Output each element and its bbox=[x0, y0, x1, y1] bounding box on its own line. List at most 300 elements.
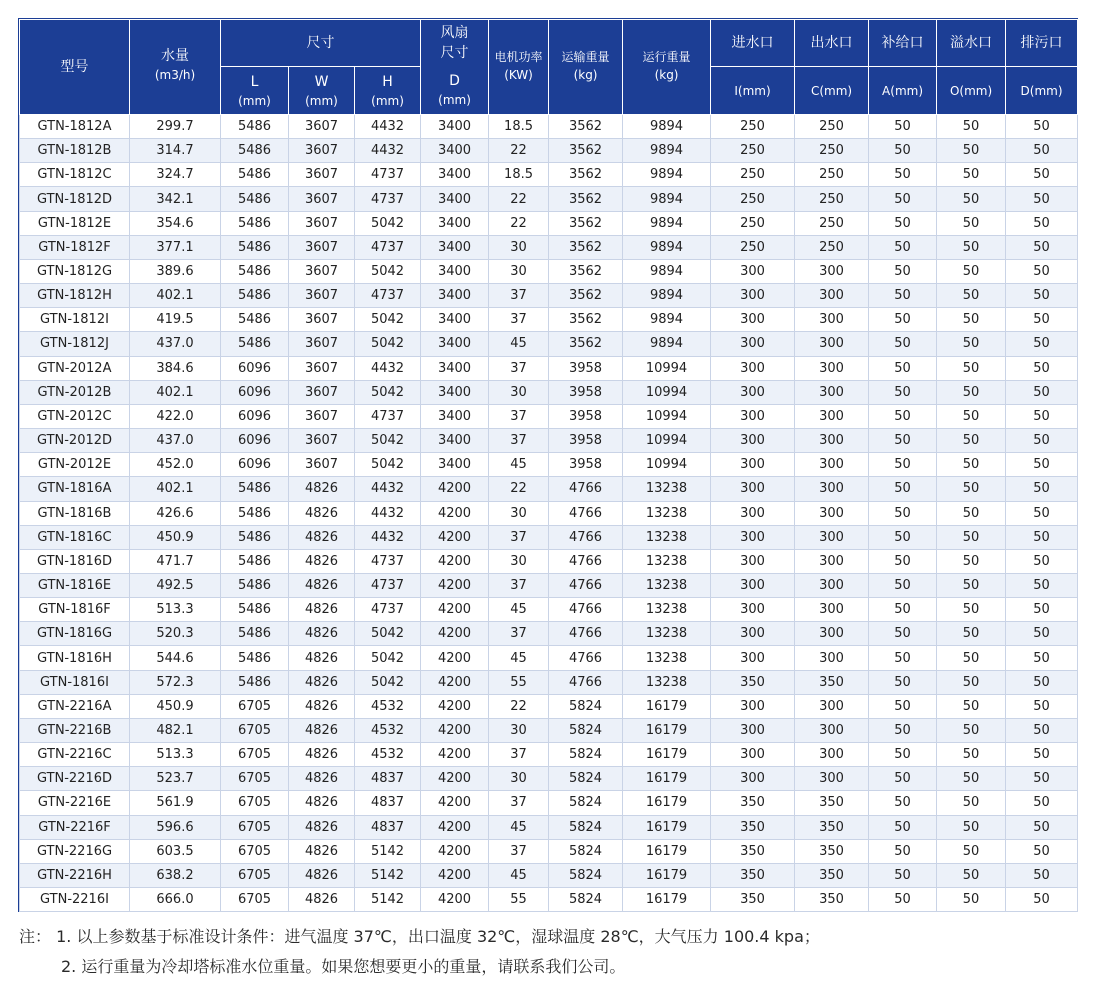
table-cell: 4532 bbox=[355, 718, 421, 742]
table-cell: 18.5 bbox=[489, 163, 549, 187]
table-row bbox=[20, 598, 1078, 622]
table-cell: 350 bbox=[795, 670, 869, 694]
table-cell: 3607 bbox=[289, 380, 355, 404]
header-makeup-unit: A(mm) bbox=[869, 67, 937, 115]
table-cell: 300 bbox=[795, 501, 869, 525]
table-cell: 300 bbox=[795, 743, 869, 767]
table-cell: 3400 bbox=[421, 404, 489, 428]
table-cell: 6705 bbox=[221, 718, 289, 742]
table-cell: 13238 bbox=[623, 549, 711, 573]
table-cell: 4826 bbox=[289, 646, 355, 670]
model-cell: GTN-2012B bbox=[20, 380, 130, 404]
model-cell: GTN-1812D bbox=[20, 187, 130, 211]
table-row bbox=[20, 549, 1078, 573]
table-cell: 9894 bbox=[623, 139, 711, 163]
table-cell: 50 bbox=[1006, 622, 1078, 646]
table-cell: 13238 bbox=[623, 573, 711, 597]
table-cell: 300 bbox=[795, 429, 869, 453]
table-cell: 4737 bbox=[355, 284, 421, 308]
table-cell: 50 bbox=[869, 646, 937, 670]
table-cell: 55 bbox=[489, 670, 549, 694]
table-cell: 300 bbox=[711, 308, 795, 332]
table-cell: 513.3 bbox=[130, 598, 221, 622]
table-cell: 18.5 bbox=[489, 115, 549, 139]
table-cell: 50 bbox=[869, 404, 937, 428]
table-cell: 5824 bbox=[549, 791, 623, 815]
table-row bbox=[20, 139, 1078, 163]
table-cell: 6096 bbox=[221, 453, 289, 477]
table-cell: 6705 bbox=[221, 839, 289, 863]
table-cell: 350 bbox=[711, 815, 795, 839]
table-cell: 250 bbox=[711, 211, 795, 235]
table-row bbox=[20, 694, 1078, 718]
table-cell: 3400 bbox=[421, 332, 489, 356]
table-cell: 300 bbox=[711, 646, 795, 670]
table-cell: 300 bbox=[711, 332, 795, 356]
table-cell: 350 bbox=[711, 670, 795, 694]
table-cell: 10994 bbox=[623, 380, 711, 404]
table-row bbox=[20, 718, 1078, 742]
model-cell: GTN-1816F bbox=[20, 598, 130, 622]
table-cell: 300 bbox=[795, 356, 869, 380]
table-cell: 37 bbox=[489, 622, 549, 646]
table-cell: 50 bbox=[869, 332, 937, 356]
table-cell: 30 bbox=[489, 767, 549, 791]
table-cell: 6705 bbox=[221, 743, 289, 767]
table-cell: 50 bbox=[869, 573, 937, 597]
model-cell: GTN-1816A bbox=[20, 477, 130, 501]
table-cell: 50 bbox=[1006, 284, 1078, 308]
table-row bbox=[20, 115, 1078, 139]
table-cell: 50 bbox=[937, 187, 1006, 211]
table-cell: 9894 bbox=[623, 259, 711, 283]
table-cell: 50 bbox=[869, 863, 937, 887]
table-cell: 4737 bbox=[355, 549, 421, 573]
table-cell: 37 bbox=[489, 743, 549, 767]
table-cell: 50 bbox=[1006, 211, 1078, 235]
table-cell: 3562 bbox=[549, 284, 623, 308]
table-cell: 50 bbox=[1006, 163, 1078, 187]
table-cell: 3607 bbox=[289, 332, 355, 356]
table-cell: 50 bbox=[937, 404, 1006, 428]
table-cell: 5042 bbox=[355, 308, 421, 332]
table-cell: 250 bbox=[795, 235, 869, 259]
table-cell: 250 bbox=[795, 187, 869, 211]
table-cell: 16179 bbox=[623, 718, 711, 742]
model-cell: GTN-1812A bbox=[20, 115, 130, 139]
header-inlet-unit: I(mm) bbox=[711, 67, 795, 115]
table-cell: 300 bbox=[795, 598, 869, 622]
model-cell: GTN-1812H bbox=[20, 284, 130, 308]
table-cell: 9894 bbox=[623, 211, 711, 235]
table-cell: 16179 bbox=[623, 888, 711, 912]
table-cell: 50 bbox=[1006, 815, 1078, 839]
table-cell: 5042 bbox=[355, 646, 421, 670]
model-cell: GTN-1812I bbox=[20, 308, 130, 332]
table-cell: 300 bbox=[795, 284, 869, 308]
table-cell: 50 bbox=[937, 863, 1006, 887]
table-cell: 437.0 bbox=[130, 429, 221, 453]
table-cell: 419.5 bbox=[130, 308, 221, 332]
table-cell: 5486 bbox=[221, 259, 289, 283]
header-flow: 水量 (m3/h) bbox=[130, 20, 221, 115]
model-cell: GTN-1812G bbox=[20, 259, 130, 283]
table-cell: 300 bbox=[795, 332, 869, 356]
table-cell: 3562 bbox=[549, 163, 623, 187]
table-cell: 300 bbox=[795, 767, 869, 791]
table-cell: 9894 bbox=[623, 308, 711, 332]
table-cell: 3607 bbox=[289, 235, 355, 259]
table-cell: 4200 bbox=[421, 525, 489, 549]
table-cell: 50 bbox=[937, 453, 1006, 477]
table-cell: 37 bbox=[489, 525, 549, 549]
table-cell: 50 bbox=[1006, 259, 1078, 283]
table-cell: 37 bbox=[489, 284, 549, 308]
table-cell: 50 bbox=[937, 235, 1006, 259]
table-cell: 50 bbox=[1006, 646, 1078, 670]
table-cell: 50 bbox=[869, 259, 937, 283]
table-cell: 5042 bbox=[355, 211, 421, 235]
table-cell: 50 bbox=[1006, 501, 1078, 525]
table-cell: 50 bbox=[869, 549, 937, 573]
table-cell: 37 bbox=[489, 429, 549, 453]
table-cell: 300 bbox=[795, 308, 869, 332]
table-cell: 4200 bbox=[421, 791, 489, 815]
table-cell: 4200 bbox=[421, 888, 489, 912]
table-cell: 50 bbox=[869, 380, 937, 404]
table-cell: 50 bbox=[937, 743, 1006, 767]
table-cell: 4766 bbox=[549, 501, 623, 525]
header-run-weight: 运行重量 (kg) bbox=[623, 20, 711, 115]
model-cell: GTN-1812F bbox=[20, 235, 130, 259]
table-row bbox=[20, 839, 1078, 863]
table-cell: 50 bbox=[1006, 694, 1078, 718]
table-cell: 50 bbox=[869, 622, 937, 646]
table-cell: 55 bbox=[489, 888, 549, 912]
header-H: H (mm) bbox=[355, 67, 421, 115]
table-cell: 50 bbox=[1006, 791, 1078, 815]
table-cell: 45 bbox=[489, 453, 549, 477]
table-cell: 523.7 bbox=[130, 767, 221, 791]
model-cell: GTN-1816G bbox=[20, 622, 130, 646]
table-cell: 4826 bbox=[289, 888, 355, 912]
table-cell: 50 bbox=[1006, 839, 1078, 863]
table-cell: 50 bbox=[869, 525, 937, 549]
table-cell: 5486 bbox=[221, 139, 289, 163]
table-cell: 482.1 bbox=[130, 718, 221, 742]
table-cell: 50 bbox=[937, 284, 1006, 308]
table-cell: 5824 bbox=[549, 888, 623, 912]
table-cell: 5486 bbox=[221, 573, 289, 597]
table-cell: 50 bbox=[937, 115, 1006, 139]
table-cell: 4200 bbox=[421, 598, 489, 622]
table-cell: 6705 bbox=[221, 863, 289, 887]
table-cell: 300 bbox=[795, 694, 869, 718]
table-cell: 50 bbox=[869, 477, 937, 501]
table-cell: 3400 bbox=[421, 187, 489, 211]
table-row bbox=[20, 791, 1078, 815]
table-cell: 4200 bbox=[421, 670, 489, 694]
table-cell: 9894 bbox=[623, 284, 711, 308]
table-cell: 5486 bbox=[221, 235, 289, 259]
table-cell: 300 bbox=[711, 743, 795, 767]
table-cell: 666.0 bbox=[130, 888, 221, 912]
table-cell: 5824 bbox=[549, 839, 623, 863]
table-cell: 50 bbox=[869, 163, 937, 187]
table-cell: 300 bbox=[711, 598, 795, 622]
table-cell: 300 bbox=[711, 549, 795, 573]
table-cell: 314.7 bbox=[130, 139, 221, 163]
table-cell: 37 bbox=[489, 308, 549, 332]
table-cell: 300 bbox=[711, 477, 795, 501]
table-cell: 45 bbox=[489, 598, 549, 622]
table-row bbox=[20, 380, 1078, 404]
table-row bbox=[20, 211, 1078, 235]
model-cell: GTN-1812J bbox=[20, 332, 130, 356]
table-cell: 5486 bbox=[221, 622, 289, 646]
table-cell: 3607 bbox=[289, 453, 355, 477]
model-cell: GTN-2012C bbox=[20, 404, 130, 428]
table-row bbox=[20, 259, 1078, 283]
table-cell: 50 bbox=[1006, 235, 1078, 259]
table-cell: 422.0 bbox=[130, 404, 221, 428]
table-cell: 300 bbox=[711, 573, 795, 597]
table-cell: 299.7 bbox=[130, 115, 221, 139]
table-cell: 300 bbox=[711, 429, 795, 453]
table-cell: 4200 bbox=[421, 863, 489, 887]
table-cell: 50 bbox=[869, 670, 937, 694]
table-cell: 50 bbox=[937, 694, 1006, 718]
table-row bbox=[20, 646, 1078, 670]
table-cell: 50 bbox=[869, 743, 937, 767]
table-cell: 50 bbox=[937, 356, 1006, 380]
table-cell: 50 bbox=[937, 139, 1006, 163]
table-cell: 4766 bbox=[549, 573, 623, 597]
table-cell: 300 bbox=[711, 284, 795, 308]
table-cell: 354.6 bbox=[130, 211, 221, 235]
table-cell: 9894 bbox=[623, 332, 711, 356]
table-cell: 6705 bbox=[221, 767, 289, 791]
header-ship-weight: 运输重量 (kg) bbox=[549, 20, 623, 115]
table-cell: 13238 bbox=[623, 501, 711, 525]
table-cell: 452.0 bbox=[130, 453, 221, 477]
table-body bbox=[20, 115, 1078, 912]
model-cell: GTN-1816E bbox=[20, 573, 130, 597]
table-cell: 22 bbox=[489, 139, 549, 163]
table-cell: 4200 bbox=[421, 549, 489, 573]
table-cell: 300 bbox=[711, 622, 795, 646]
table-cell: 37 bbox=[489, 791, 549, 815]
table-row bbox=[20, 332, 1078, 356]
table-cell: 4826 bbox=[289, 767, 355, 791]
table-cell: 50 bbox=[937, 380, 1006, 404]
table-cell: 3562 bbox=[549, 187, 623, 211]
table-cell: 4432 bbox=[355, 477, 421, 501]
table-cell: 50 bbox=[869, 767, 937, 791]
table-cell: 6705 bbox=[221, 815, 289, 839]
header-model: 型号 bbox=[20, 20, 130, 115]
table-cell: 50 bbox=[1006, 380, 1078, 404]
table-cell: 4766 bbox=[549, 646, 623, 670]
table-cell: 3400 bbox=[421, 139, 489, 163]
table-cell: 16179 bbox=[623, 694, 711, 718]
table-cell: 4432 bbox=[355, 356, 421, 380]
table-cell: 50 bbox=[869, 791, 937, 815]
table-cell: 250 bbox=[795, 211, 869, 235]
table-cell: 50 bbox=[869, 888, 937, 912]
table-row bbox=[20, 235, 1078, 259]
table-cell: 4737 bbox=[355, 235, 421, 259]
table-cell: 4826 bbox=[289, 598, 355, 622]
table-cell: 3400 bbox=[421, 453, 489, 477]
table-cell: 4837 bbox=[355, 791, 421, 815]
table-row bbox=[20, 573, 1078, 597]
table-cell: 3562 bbox=[549, 332, 623, 356]
table-cell: 50 bbox=[937, 598, 1006, 622]
header-fan-D: D (mm) bbox=[421, 67, 489, 115]
table-cell: 37 bbox=[489, 404, 549, 428]
table-cell: 50 bbox=[937, 549, 1006, 573]
table-cell: 50 bbox=[1006, 718, 1078, 742]
table-cell: 22 bbox=[489, 694, 549, 718]
table-row bbox=[20, 815, 1078, 839]
table-cell: 50 bbox=[869, 598, 937, 622]
table-cell: 3607 bbox=[289, 163, 355, 187]
table-cell: 4200 bbox=[421, 718, 489, 742]
model-cell: GTN-1816D bbox=[20, 549, 130, 573]
table-cell: 513.3 bbox=[130, 743, 221, 767]
table-cell: 3400 bbox=[421, 308, 489, 332]
table-cell: 4826 bbox=[289, 863, 355, 887]
table-cell: 3958 bbox=[549, 356, 623, 380]
header-fan: 风扇 尺寸 bbox=[421, 20, 489, 67]
header-drain-unit: D(mm) bbox=[1006, 67, 1078, 115]
table-cell: 4766 bbox=[549, 549, 623, 573]
table-row bbox=[20, 501, 1078, 525]
table-cell: 30 bbox=[489, 380, 549, 404]
table-cell: 4766 bbox=[549, 670, 623, 694]
table-cell: 437.0 bbox=[130, 332, 221, 356]
table-cell: 4737 bbox=[355, 163, 421, 187]
table-row bbox=[20, 284, 1078, 308]
table-cell: 4826 bbox=[289, 501, 355, 525]
model-cell: GTN-2216H bbox=[20, 863, 130, 887]
table-cell: 350 bbox=[795, 815, 869, 839]
table-cell: 13238 bbox=[623, 525, 711, 549]
table-cell: 50 bbox=[869, 235, 937, 259]
table-cell: 5042 bbox=[355, 332, 421, 356]
table-cell: 50 bbox=[937, 791, 1006, 815]
table-cell: 4200 bbox=[421, 815, 489, 839]
table-cell: 4432 bbox=[355, 115, 421, 139]
table-row bbox=[20, 767, 1078, 791]
table-cell: 389.6 bbox=[130, 259, 221, 283]
table-row bbox=[20, 187, 1078, 211]
table-cell: 50 bbox=[937, 308, 1006, 332]
table-cell: 50 bbox=[1006, 139, 1078, 163]
table-cell: 300 bbox=[795, 573, 869, 597]
table-cell: 5824 bbox=[549, 767, 623, 791]
table-cell: 50 bbox=[869, 187, 937, 211]
table-cell: 50 bbox=[1006, 598, 1078, 622]
table-cell: 9894 bbox=[623, 235, 711, 259]
table-cell: 9894 bbox=[623, 163, 711, 187]
table-cell: 4766 bbox=[549, 622, 623, 646]
table-cell: 492.5 bbox=[130, 573, 221, 597]
table-cell: 300 bbox=[795, 622, 869, 646]
table-cell: 300 bbox=[711, 453, 795, 477]
table-cell: 50 bbox=[1006, 767, 1078, 791]
table-cell: 4826 bbox=[289, 670, 355, 694]
table-cell: 3562 bbox=[549, 139, 623, 163]
table-cell: 50 bbox=[937, 429, 1006, 453]
model-cell: GTN-2216E bbox=[20, 791, 130, 815]
model-cell: GTN-2216G bbox=[20, 839, 130, 863]
table-cell: 377.1 bbox=[130, 235, 221, 259]
table-cell: 50 bbox=[937, 718, 1006, 742]
table-cell: 4826 bbox=[289, 743, 355, 767]
table-cell: 4200 bbox=[421, 646, 489, 670]
header-inlet: 进水口 bbox=[711, 20, 795, 67]
table-cell: 250 bbox=[711, 139, 795, 163]
table-cell: 13238 bbox=[623, 646, 711, 670]
table-cell: 5486 bbox=[221, 332, 289, 356]
table-row bbox=[20, 743, 1078, 767]
table-cell: 3607 bbox=[289, 284, 355, 308]
table-cell: 50 bbox=[869, 718, 937, 742]
table-cell: 3400 bbox=[421, 235, 489, 259]
table-cell: 50 bbox=[937, 477, 1006, 501]
table-cell: 13238 bbox=[623, 622, 711, 646]
table-cell: 50 bbox=[1006, 332, 1078, 356]
table-cell: 3607 bbox=[289, 115, 355, 139]
table-cell: 50 bbox=[1006, 743, 1078, 767]
header-L: L (mm) bbox=[221, 67, 289, 115]
table-cell: 3562 bbox=[549, 259, 623, 283]
table-cell: 4766 bbox=[549, 598, 623, 622]
table-cell: 22 bbox=[489, 211, 549, 235]
table-cell: 250 bbox=[711, 163, 795, 187]
table-cell: 50 bbox=[1006, 115, 1078, 139]
table-cell: 3607 bbox=[289, 187, 355, 211]
table-cell: 350 bbox=[711, 863, 795, 887]
table-cell: 5042 bbox=[355, 670, 421, 694]
table-cell: 4837 bbox=[355, 767, 421, 791]
table-cell: 50 bbox=[937, 525, 1006, 549]
table-cell: 16179 bbox=[623, 791, 711, 815]
table-cell: 3562 bbox=[549, 115, 623, 139]
table-cell: 3958 bbox=[549, 453, 623, 477]
table-cell: 4737 bbox=[355, 404, 421, 428]
table-cell: 5486 bbox=[221, 284, 289, 308]
table-cell: 4826 bbox=[289, 839, 355, 863]
table-cell: 5824 bbox=[549, 863, 623, 887]
table-cell: 350 bbox=[795, 888, 869, 912]
table-row bbox=[20, 429, 1078, 453]
table-header bbox=[20, 20, 1078, 115]
model-cell: GTN-2012E bbox=[20, 453, 130, 477]
table-cell: 22 bbox=[489, 187, 549, 211]
table-cell: 4532 bbox=[355, 743, 421, 767]
table-cell: 3400 bbox=[421, 259, 489, 283]
table-cell: 300 bbox=[711, 694, 795, 718]
table-cell: 300 bbox=[795, 718, 869, 742]
table-cell: 4200 bbox=[421, 622, 489, 646]
table-cell: 6705 bbox=[221, 791, 289, 815]
table-cell: 50 bbox=[1006, 308, 1078, 332]
table-cell: 5142 bbox=[355, 888, 421, 912]
table-cell: 250 bbox=[711, 235, 795, 259]
